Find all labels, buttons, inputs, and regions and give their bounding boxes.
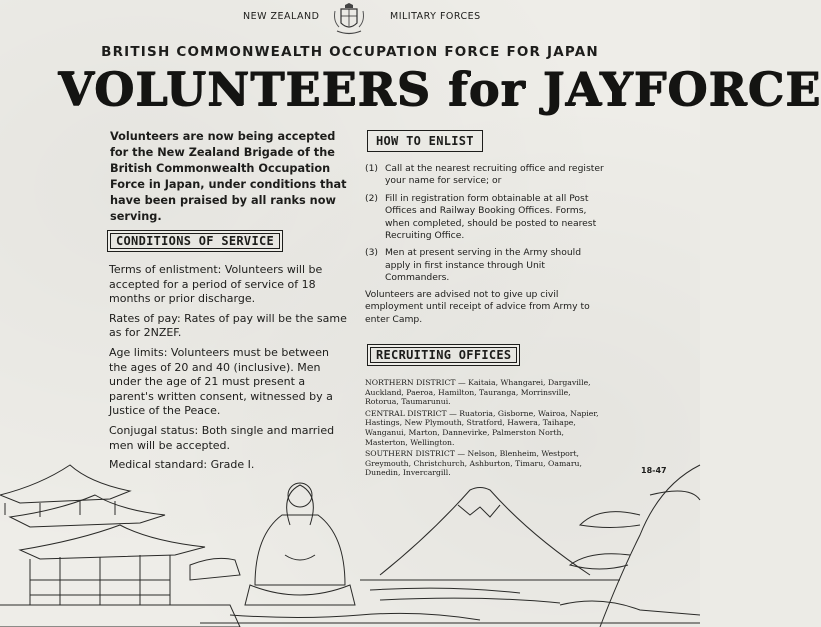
step-number: (2) <box>365 192 379 204</box>
condition-item: Conjugal status: Both single and married men will be accepted. <box>109 423 335 452</box>
enlist-step <box>365 247 605 284</box>
enlist-steps <box>365 163 605 290</box>
headline: VOLUNTEERS for JAYFORCE <box>58 62 821 116</box>
district-name: NORTHERN DISTRICT <box>365 378 456 387</box>
step-text: Fill in registration form obtainable at all Post Offices and Railway Booking Offices. Forms, when completed, should be posted to nearest Recruiting Office. <box>385 192 597 242</box>
district-towns: Ruatoria, Gisborne, Wairoa, Napier, Hastings, New Plymouth, Stratford, Hawera, Taihape, Wanganui, Marton, Dannevirke, Palmerston North, Masterton, Wellington. <box>365 408 599 447</box>
enlist-step <box>365 163 605 188</box>
top-header <box>0 9 700 39</box>
district-entry: NORTHERN DISTRICT — Kaitaia, Whangarei, Dargaville, Auckland, Paeroa, Hamilton, Tauranga, Morrinsville, Rotorua, Taumarunui. <box>365 378 591 407</box>
condition-item: Rates of pay: Rates of pay will be the same as for 2NZEF. <box>109 311 347 340</box>
district-towns: Kaitaia, Whangarei, Dargaville, Auckland, Paeroa, Hamilton, Tauranga, Morrinsville, Rotorua, Taumarunui. <box>365 378 591 407</box>
conditions-title: CONDITIONS OF SERVICE <box>107 230 283 252</box>
enlist-title: HOW TO ENLIST <box>367 130 483 152</box>
subtitle: BRITISH COMMONWEALTH OCCUPATION FORCE FOR JAPAN <box>101 44 599 60</box>
step-text: Call at the nearest recruiting office and register your name for service; or <box>385 163 604 187</box>
condition-item: Terms of enlistment: Volunteers will be accepted for a period of service of 18 months or prior discharge. <box>109 263 323 306</box>
condition-item: Medical standard: Grade I. <box>109 458 255 472</box>
district-name: CENTRAL DISTRICT <box>365 408 447 418</box>
coat-of-arms-icon <box>329 3 369 37</box>
condition-item: Age limits: Volunteers must be between the ages of 20 and 40 (inclusive). Men under the age of 21 must present a parent's written consent, witnessed by a Justice of the Peace. <box>109 345 333 418</box>
header-left: NEW ZEALAND <box>243 11 320 22</box>
district-towns: Nelson, Blenheim, Westport, Greymouth, Christchurch, Ashburton, Timaru, Oamaru, Dunedin, Invercargill. <box>365 449 582 478</box>
recruiting-title: RECRUITING OFFICES <box>367 344 520 366</box>
district-entry: SOUTHERN DISTRICT — Nelson, Blenheim, Westport, Greymouth, Christchurch, Ashburton, Timaru, Oamaru, Dunedin, Invercargill. <box>365 449 582 478</box>
step-text: Men at present serving in the Army should apply in first instance through Unit Commanders. <box>385 247 582 284</box>
landscape-illustration <box>0 455 700 627</box>
district-entry: CENTRAL DISTRICT — Ruatoria, Gisborne, Wairoa, Napier, Hastings, New Plymouth, Stratford, Hawera, Taihape, Wanganui, Marton, Dannevirke, Palmerston North, Masterton, Wellington. <box>365 408 599 447</box>
header-right: MILITARY FORCES <box>390 11 481 22</box>
district-name: SOUTHERN DISTRICT <box>365 449 455 459</box>
conditions-list <box>109 263 349 478</box>
enlist-step <box>365 193 605 243</box>
intro-paragraph: Volunteers are now being accepted for the New Zealand Brigade of the British Commonwealth Occupation Force in Japan, under conditions that have been praised by all ranks now serving. <box>110 130 347 223</box>
step-number: (3) <box>365 247 379 259</box>
advice-note: Volunteers are advised not to give up civil employment until receipt of advice from Army to enter Camp. <box>365 289 590 325</box>
step-number: (1) <box>365 163 379 174</box>
reference-number: 18-47 <box>641 466 667 475</box>
